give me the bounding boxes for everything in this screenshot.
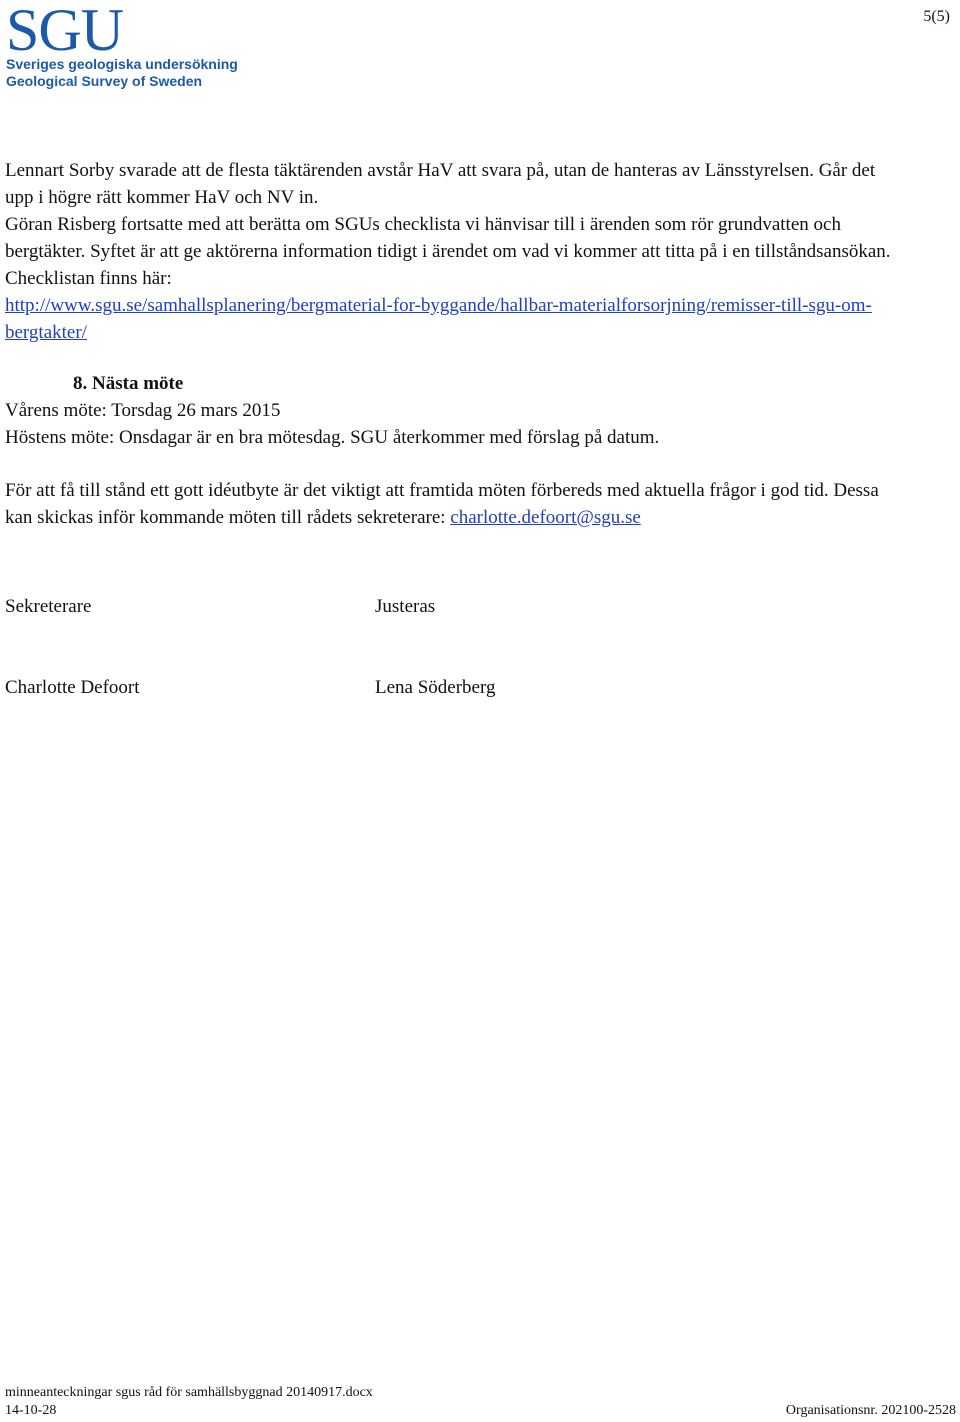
autumn-meeting-line: Höstens möte: Onsdagar är en bra mötesdag. SGU återkommer med förslag på datum. [5,427,660,448]
signature-name-secretary: Charlotte Defoort [5,677,140,698]
paragraph-preparation-text: För att få till stånd ett gott idéutbyte är det viktigt att framtida möten förbereds med aktuella frågor i god tid. Dessa kan skickas inför kommande möten till rådets sekreterare: [5,480,879,528]
page-footer [5,1384,956,1420]
signature-role-approver: Justeras [375,596,436,617]
document-body [5,157,905,531]
footer-filename: minneanteckningar sgus råd för samhällsbyggnad 20140917.docx [5,1385,373,1400]
paragraph-risberg [5,211,905,346]
secretary-email-link[interactable]: charlotte.defoort@sgu.se [450,507,641,528]
footer-org-number: Organisationsnr. 202100-2528 [785,1403,956,1418]
logo-mark: SGU [6,0,124,63]
logo-name-english: Geological Survey of Sweden [6,73,203,89]
footer-date: 14-10-28 [5,1403,57,1418]
sgu-logo [6,0,238,90]
paragraph-sorby: Lennart Sorby svarade att de flesta täktärenden avstår HaV att svara på, utan de hanteras av Länsstyrelsen. Går det upp i högre rätt kommer HaV och NV in. [5,160,876,208]
checklist-link[interactable]: http://www.sgu.se/samhallsplanering/bergmaterial-for-byggande/hallbar-materialforsorjning/remisser-till-sgu-om-bergtakter/ [5,295,872,343]
signature-role-secretary: Sekreterare [5,596,92,617]
signature-name-approver: Lena Söderberg [375,677,496,698]
paragraph-preparation [5,477,905,531]
page-number: 5(5) [923,8,950,25]
spring-meeting-line: Vårens möte: Torsdag 26 mars 2015 [5,400,281,421]
section-heading-next-meeting: 8. Nästa möte [73,373,184,394]
logo-name-swedish: Sveriges geologiska undersökning [6,56,238,72]
paragraph-risberg-text: Göran Risberg fortsatte med att berätta om SGUs checklista vi hänvisar till i ärenden som rör grundvatten och bergtäkter. Syftet är att ge aktörerna information tidigt i ärendet om vad vi kommer att titta på i en tillståndsansökan. Checklistan finns här: [5,214,891,289]
